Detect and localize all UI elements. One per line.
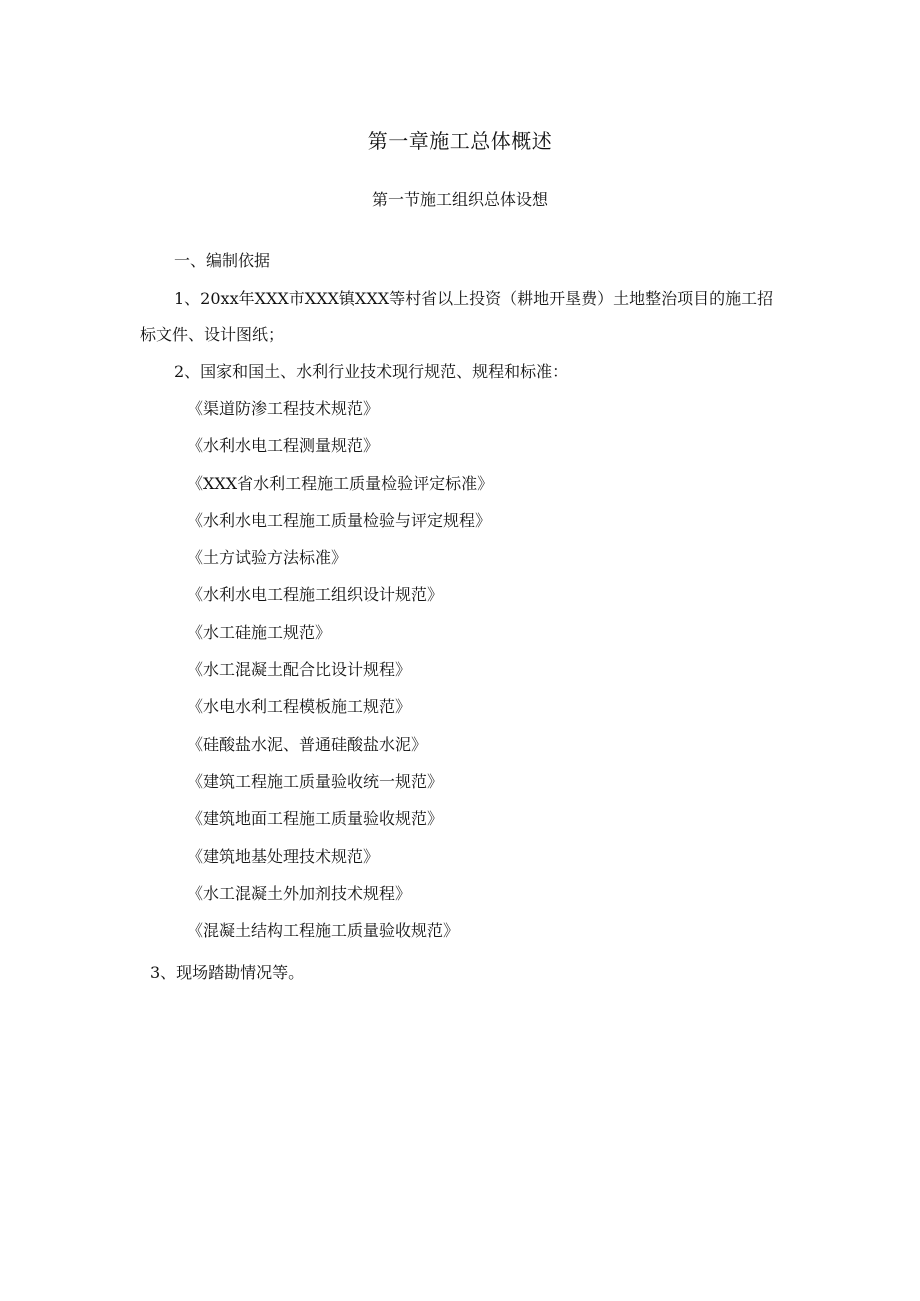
chapter-title: 第一章施工总体概述 — [367, 129, 553, 153]
standard-item: 《水电水利工程模板施工规范》 — [187, 697, 412, 717]
standard-item: 《水工混凝土配合比设计规程》 — [187, 660, 412, 680]
section-title: 第一节施工组织总体设想 — [371, 190, 548, 209]
standard-item: 《水利水电工程测量规范》 — [187, 436, 380, 456]
basis-item-1: 1、20xx年XXX市XXX镇XXX等村省以上投资（耕地开垦费）土地整治项目的施工招标文件、设计图纸； — [140, 289, 774, 344]
standard-item: 《水工硅施工规范》 — [187, 622, 332, 642]
standard-item: 《建筑工程施工质量验收统一规范》 — [187, 771, 444, 791]
standard-item: 《渠道防渗工程技术规范》 — [187, 399, 380, 418]
standard-item: 《建筑地基处理技术规范》 — [187, 846, 380, 866]
standard-item: 《建筑地面工程施工质量验收规范》 — [187, 809, 444, 829]
standards-list — [187, 397, 493, 956]
standard-item: 《XXX省水利工程施工质量检验评定标准》 — [187, 473, 494, 493]
basis-heading: 一、编制依据 — [174, 251, 271, 270]
standard-item: 《水利水电工程施工组织设计规范》 — [187, 585, 444, 605]
basis-item-2: 2、国家和国土、水利行业技术现行规范、规程和标准： — [174, 362, 569, 381]
standard-item: 《水工混凝土外加剂技术规程》 — [187, 883, 412, 903]
standard-item: 《土方试验方法标准》 — [187, 548, 348, 568]
standard-item: 《水利水电工程施工质量检验与评定规程》 — [187, 510, 492, 530]
basis-item-3: 3、现场踏勘情况等。 — [150, 963, 305, 982]
standard-item: 《混凝土结构工程施工质量验收规范》 — [187, 921, 460, 941]
standard-item: 《硅酸盐水泥、普通硅酸盐水泥》 — [187, 734, 428, 754]
